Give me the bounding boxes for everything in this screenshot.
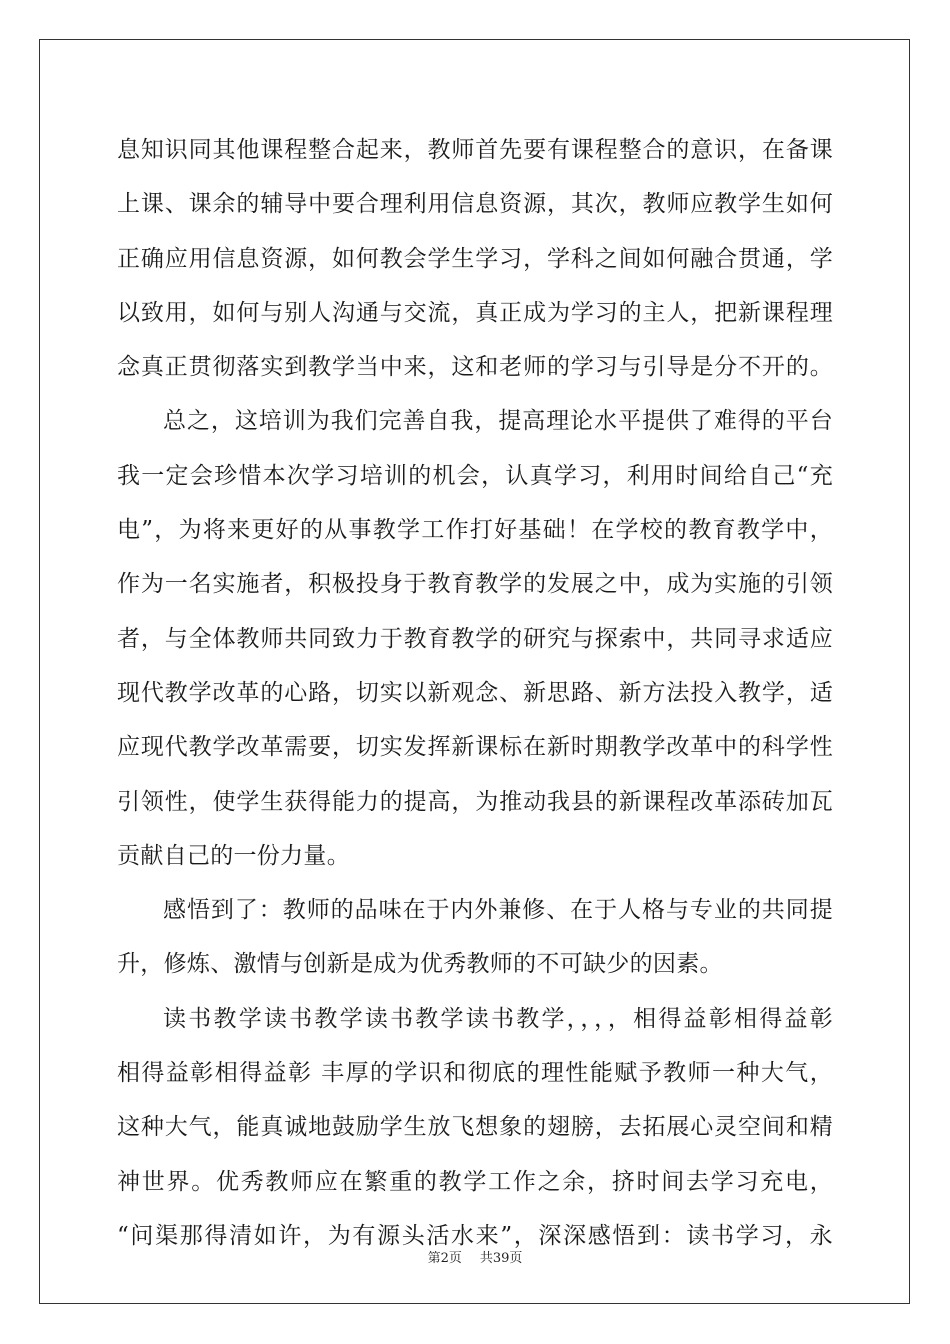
page-footer [0, 1247, 950, 1266]
text-line: 这种大气，能真诚地鼓励学生放飞想象的翅膀，去拓展心灵空间和精 [117, 1114, 833, 1141]
text-line: “问渠那得清如许，为有源头活水来”，深深感悟到：读书学习，永 [117, 1222, 833, 1249]
text-line: 者，与全体教师共同致力于教育教学的研究与探索中，共同寻求适应 [117, 625, 833, 652]
text-line: 相得益彰相得益彰 丰厚的学识和彻底的理性能赋予教师一种大气， [117, 1060, 833, 1087]
text-line: 总之，这培训为我们完善自我，提高理论水平提供了难得的平台 [163, 408, 833, 435]
text-line: 电”，为将来更好的从事教学工作打好基础！在学校的教育教学中， [117, 517, 833, 544]
text-line: 读书教学读书教学读书教学读书教学，，，，相得益彰相得益彰 [163, 1005, 833, 1032]
page-number: 第2页 [427, 1251, 462, 1266]
text-line: 以致用，如何与别人沟通与交流，真正成为学习的主人，把新课程理 [117, 299, 833, 326]
text-line: 神世界。优秀教师应在繁重的教学工作之余，挤时间去学习充电， [117, 1168, 833, 1195]
page-total: 共39页 [479, 1251, 523, 1266]
text-line: 正确应用信息资源，如何教会学生学习，学科之间如何融合贯通，学 [117, 245, 833, 272]
text-line: 感悟到了：教师的品味在于内外兼修、在于人格与专业的共同提 [163, 897, 833, 924]
text-line: 应现代教学改革需要，切实发挥新课标在新时期教学改革中的科学性 [117, 734, 833, 761]
document-body [117, 123, 833, 1263]
text-line: 引领性，使学生获得能力的提高，为推动我县的新课程改革添砖加瓦 [117, 788, 833, 815]
text-line: 现代教学改革的心路，切实以新观念、新思路、新方法投入教学，适 [117, 679, 833, 706]
text-line: 升，修炼、激情与创新是成为优秀教师的不可缺少的因素。 [117, 951, 723, 978]
text-line: 念真正贯彻落实到教学当中来，这和老师的学习与引导是分不开的。 [117, 354, 833, 381]
text-line: 上课、课余的辅导中要合理利用信息资源，其次，教师应教学生如何 [117, 191, 833, 218]
text-line: 贡献自己的一份力量。 [117, 842, 350, 869]
text-line: 我一定会珍惜本次学习培训的机会，认真学习，利用时间给自己“充 [117, 462, 833, 489]
text-line: 作为一名实施者，积极投身于教育教学的发展之中，成为实施的引领 [117, 571, 833, 598]
text-line: 息知识同其他课程整合起来，教师首先要有课程整合的意识，在备课 [117, 137, 833, 163]
